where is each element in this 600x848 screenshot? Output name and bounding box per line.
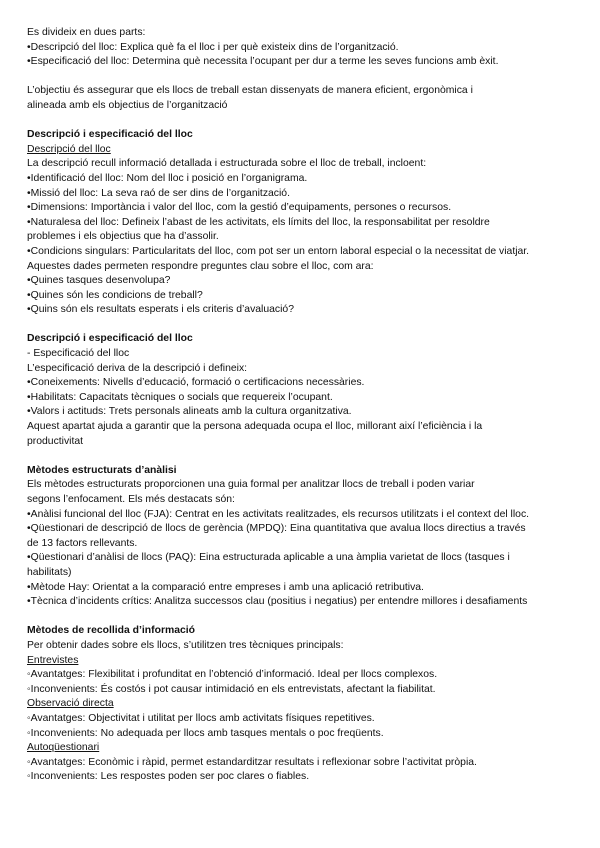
paragraph-line: La descripció recull informació detallada i estructurada sobre el lloc de treball, incloent: xyxy=(27,158,427,170)
section-heading: Descripció i especificació del lloc xyxy=(27,333,193,345)
section-structured-methods xyxy=(27,464,593,610)
bullet-line: habilitats) xyxy=(27,566,72,578)
bullet-line: de 13 factors rellevants. xyxy=(27,537,138,549)
objective-line: L’objectiu és assegurar que els llocs de treball estan dissenyats de manera eficient, ergonòmica i xyxy=(27,85,473,97)
intro-bullet: •Especificació del lloc: Determina què necessita l’ocupant per dur a terme les seves funcions amb èxit. xyxy=(27,56,499,68)
paragraph-line: Aquestes dades permeten respondre preguntes clau sobre el lloc, com ara: xyxy=(27,260,374,272)
objective-line: alineada amb els objectius de l’organització xyxy=(27,99,228,111)
bullet-line: •Anàlisi funcional del lloc (FJA): Centrat en les activitats realitzades, els recursos utilitzats i el context del lloc. xyxy=(27,508,530,520)
section-job-specification xyxy=(27,332,593,449)
bullet-line: •Dimensions: Importància i valor del lloc, com la gestió d’equipaments, persones o recursos. xyxy=(27,202,452,214)
bullet-line: •Quins són els resultats esperats i els criteris d’avaluació? xyxy=(27,304,294,316)
intro-block xyxy=(27,26,593,114)
paragraph-line: - Especificació del lloc xyxy=(27,348,130,360)
paragraph-line: productivitat xyxy=(27,435,84,447)
section-heading: Mètodes estructurats d’anàlisi xyxy=(27,464,177,476)
bullet-line: •Coneixements: Nivells d’educació, formació o certificacions necessàries. xyxy=(27,377,365,389)
method-title: Entrevistes xyxy=(27,654,79,666)
bullet-line: •Identificació del lloc: Nom del lloc i posició en l’organigrama. xyxy=(27,172,308,184)
bullet-line: •Habilitats: Capacitats tècniques o socials que requereix l’ocupant. xyxy=(27,391,333,403)
method-disadvantages: ◦Inconvenients: Les respostes poden ser poc clares o fiables. xyxy=(27,771,310,783)
section-job-description xyxy=(27,128,593,318)
section-data-collection xyxy=(27,624,593,785)
section-heading: Descripció i especificació del lloc xyxy=(27,129,193,141)
intro-bullet: •Descripció del lloc: Explica què fa el lloc i per què existeix dins de l’organització. xyxy=(27,41,399,53)
bullet-line: •Valors i actituds: Trets personals alineats amb la cultura organitzativa. xyxy=(27,406,352,418)
intro-line: Es divideix en dues parts: xyxy=(27,27,146,38)
document-page xyxy=(27,26,593,785)
bullet-line: •Qüestionari d’anàlisi de llocs (PAQ): Eina estructurada aplicable a una àmplia varietat de llocs (tasques i xyxy=(27,552,510,564)
bullet-line: problemes i els objectius que ha d’assolir. xyxy=(27,231,219,243)
method-disadvantages: ◦Inconvenients: És costós i pot causar intimidació en els entrevistats, afectant la fiabilitat. xyxy=(27,683,436,695)
method-title: Autoqüestionari xyxy=(27,742,100,754)
section-heading: Mètodes de recollida d’informació xyxy=(27,625,196,637)
bullet-line: •Naturalesa del lloc: Defineix l’abast de les activitats, els límits del lloc, la responsabilitat per resoldre xyxy=(27,216,490,228)
paragraph-line: segons l’enfocament. Els més destacats són: xyxy=(27,494,235,505)
bullet-line: •Missió del lloc: La seva raó de ser dins de l’organització. xyxy=(27,187,290,199)
bullet-line: •Condicions singulars: Particularitats del lloc, com pot ser un entorn laboral especial o la necessitat de viatjar. xyxy=(27,245,530,257)
method-advantages: ◦Avantatges: Flexibilitat i profunditat en l’obtenció d’informació. Ideal per llocs complexos. xyxy=(27,669,438,681)
bullet-line: •Tècnica d’incidents crítics: Analitza successos clau (positius i negatius) per entendre millores i desafiaments xyxy=(27,596,528,608)
bullet-line: •Quines són les condicions de treball? xyxy=(27,289,203,301)
paragraph-line: Els mètodes estructurats proporcionen una guia formal per analitzar llocs de treball i poden variar xyxy=(27,479,475,491)
paragraph-line: L’especificació deriva de la descripció i defineix: xyxy=(27,362,248,374)
method-title: Observació directa xyxy=(27,698,114,710)
method-advantages: ◦Avantatges: Econòmic i ràpid, permet estandarditzar resultats i reflexionar sobre l’activitat pròpia. xyxy=(27,756,477,768)
section-subheading: Descripció del lloc xyxy=(27,143,111,155)
bullet-line: •Qüestionari de descripció de llocs de gerència (MPDQ): Eina quantitativa que avalua llocs directius a través xyxy=(27,523,526,535)
paragraph-line: Aquest apartat ajuda a garantir que la persona adequada ocupa el lloc, millorant així l’eficiència i la xyxy=(27,421,483,433)
method-disadvantages: ◦Inconvenients: No adequada per llocs amb tasques mentals o poc freqüents. xyxy=(27,727,384,739)
paragraph-line: Per obtenir dades sobre els llocs, s’utilitzen tres tècniques principals: xyxy=(27,639,344,651)
bullet-line: •Quines tasques desenvolupa? xyxy=(27,275,171,287)
bullet-line: •Mètode Hay: Orientat a la comparació entre empreses i amb una aplicació retributiva. xyxy=(27,581,424,593)
method-advantages: ◦Avantatges: Objectivitat i utilitat per llocs amb activitats físiques repetitives. xyxy=(27,712,375,724)
